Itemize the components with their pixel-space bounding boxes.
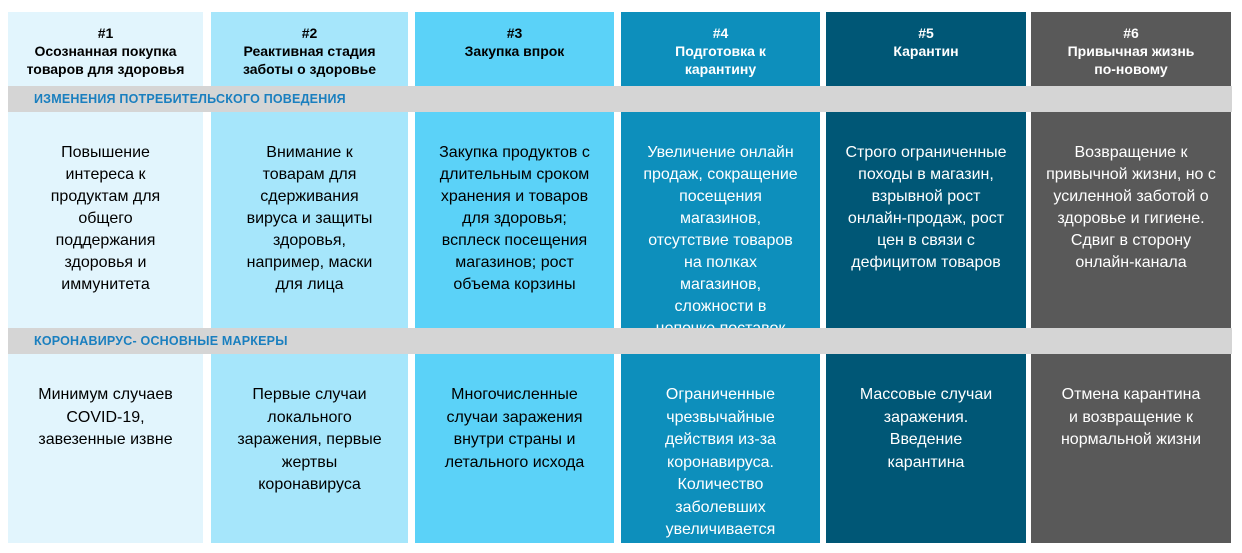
stage-title: Карантин [893,43,959,59]
stage-number: #6 [1123,25,1139,41]
stage-header-5 [826,12,1026,84]
stage-behavior-text: Внимание к товарам для сдерживания вируса и защиты здоровья, например, маски для лица [246,144,373,293]
stage-marker-text: Массовые случаи заражения. Введение карантина [859,386,993,471]
stage-number: #4 [712,25,729,41]
stage-number: #1 [97,25,114,41]
stage-behavior-text: Строго ограниченные походы в магазин, взрывной рост онлайн-продаж, рост цен в связи с дефицитом товаров [845,144,1007,271]
stage-behavior-text: Закупка продуктов с длительным сроком хранения и товаров для здоровья; всплеск посещения магазинов; рост объема корзины [439,144,590,293]
section-band-label: КОРОНАВИРУС- ОСНОВНЫЕ МАРКЕРЫ [34,334,288,348]
stage-number: #2 [301,25,318,41]
stage-marker-text: Многочисленные случаи заражения внутри страны и летального исхода [444,386,585,471]
stage-marker-text: Первые случаи локального заражения, первые жертвы коронавируса [237,386,382,493]
stage-header-6 [1031,12,1231,84]
stage-behavior-text: Увеличение онлайн продаж, сокращение посещения магазинов, отсутствие товаров на полках магазинов, сложности в [643,144,798,315]
stage-marker-text: Минимум случаев COVID-19, завезенные извне [38,386,173,448]
stage-marker-text: Ограниченные чрезвычайные действия из-за коронавируса. Количество заболевших увеличивается [665,386,776,538]
stage-behavior-text: Возвращение к привычной жизни, но с усиленной заботой о здоровье и гигиене. Сдвиг в сторону онлайн-канала [1046,144,1216,271]
section-band-behavior [8,86,1232,112]
stage-header-4 [621,12,820,84]
stage-title: Подготовка к карантину [675,43,766,77]
stage-behavior-text: Повышение интереса к продуктам для общего поддержания здоровья и иммунитета [50,144,161,293]
stage-header-1 [8,12,203,84]
stage-title: Реактивная стадия заботы о здоровье [242,43,377,77]
section-band-markers [8,328,1232,354]
stage-header-3 [415,12,614,84]
stage-title: Привычная жизнь по-новому [1067,43,1195,77]
stage-title: Закупка впрок [464,43,565,59]
stage-marker-text: Отмена карантина и возвращение к нормальной жизни [1060,386,1202,448]
stage-number: #5 [918,25,934,41]
stage-number: #3 [506,25,523,41]
stage-header-2 [211,12,408,84]
section-band-label: ИЗМЕНЕНИЯ ПОТРЕБИТЕЛЬСКОГО ПОВЕДЕНИЯ [34,92,346,106]
stage-title: Осознанная покупка товаров для здоровья [26,43,185,77]
